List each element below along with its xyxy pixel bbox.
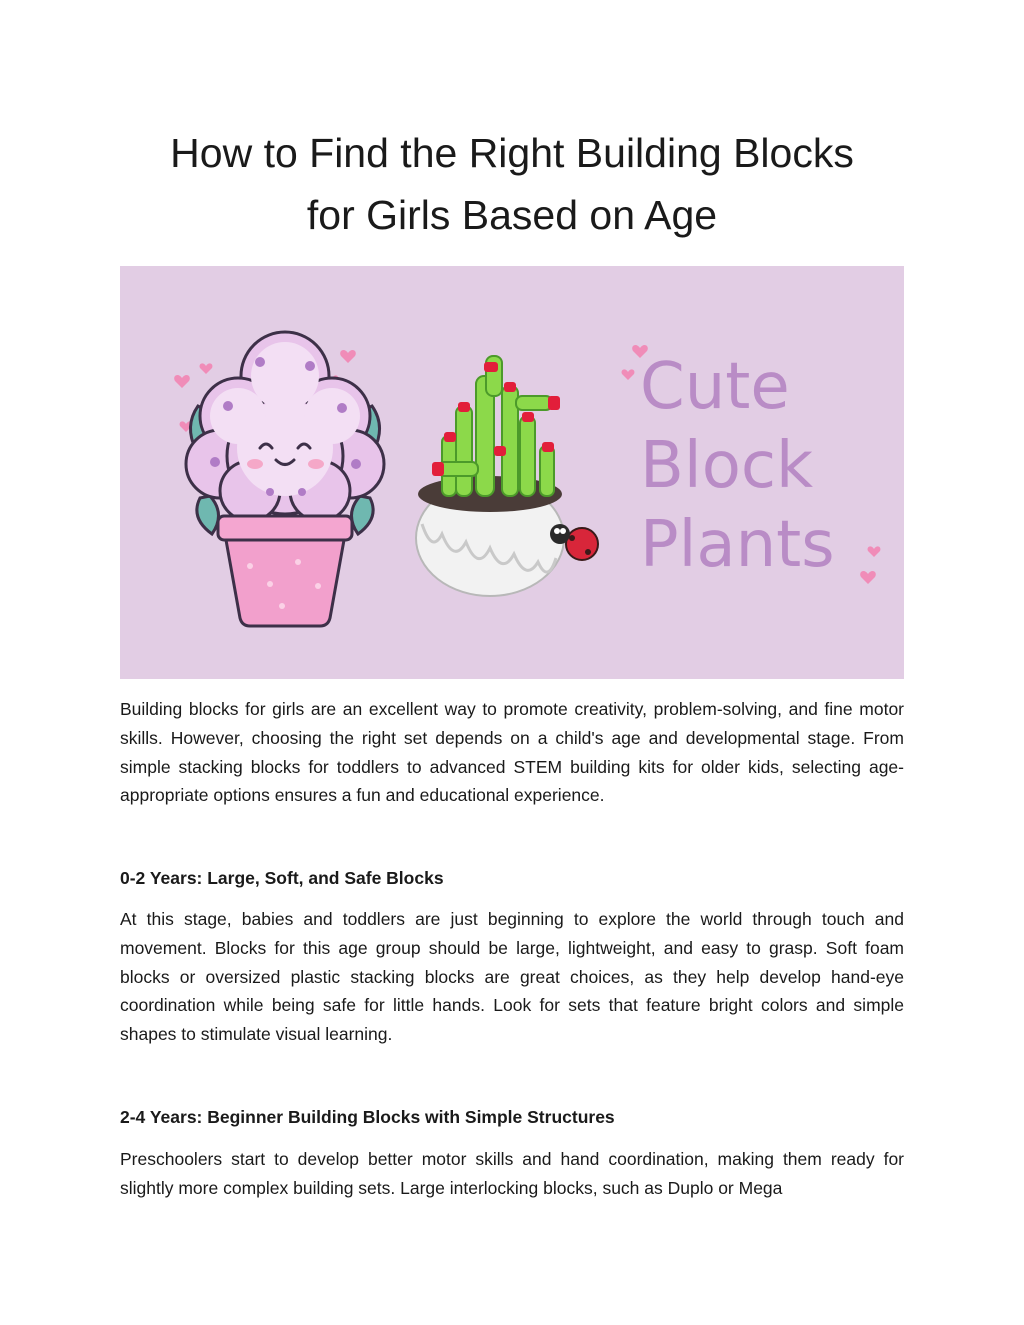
page-title [120, 122, 904, 246]
banner-image [120, 266, 904, 679]
section-body-2-4-years: Preschoolers start to develop better motor skills and hand coordination, making them ready for slightly more complex building sets. Large interlocking blocks, such as Duplo or Mega [120, 1149, 904, 1198]
title-line-2: for Girls Based on Age [306, 192, 718, 238]
banner-line-3: Plants [640, 508, 835, 582]
flower-pot-illustration [186, 332, 384, 626]
section-body-0-2-years: At this stage, babies and toddlers are just beginning to explore the world through touch and movement. Blocks for this age group should be large, lightweight, and easy to grasp. Soft foam blocks or oversized plastic stacking blocks are great choices, as they help develop hand-eye coordination while being safe for little hands. Look for sets that feature bright colors and simple shapes to stimulate visual learning. [120, 909, 904, 1045]
banner-line-1: Cute [640, 350, 790, 424]
banner-line-2: Block [640, 429, 814, 503]
banner-heading [640, 348, 880, 585]
cactus-block-plant-illustration [416, 356, 598, 596]
section-heading-0-2-years: 0-2 Years: Large, Soft, and Safe Blocks [120, 868, 444, 888]
section-heading-2-4-years: 2-4 Years: Beginner Building Blocks with Simple Structures [120, 1107, 615, 1127]
title-line-1: How to Find the Right Building Blocks [170, 130, 854, 176]
intro-paragraph: Building blocks for girls are an excellent way to promote creativity, problem-solving, and fine motor skills. However, choosing the right set depends on a child's age and developmental stage. From simple stacking blocks for toddlers to advanced STEM building kits for older kids, selecting age-appropriate options ensures a fun and educational experience. [120, 699, 904, 806]
